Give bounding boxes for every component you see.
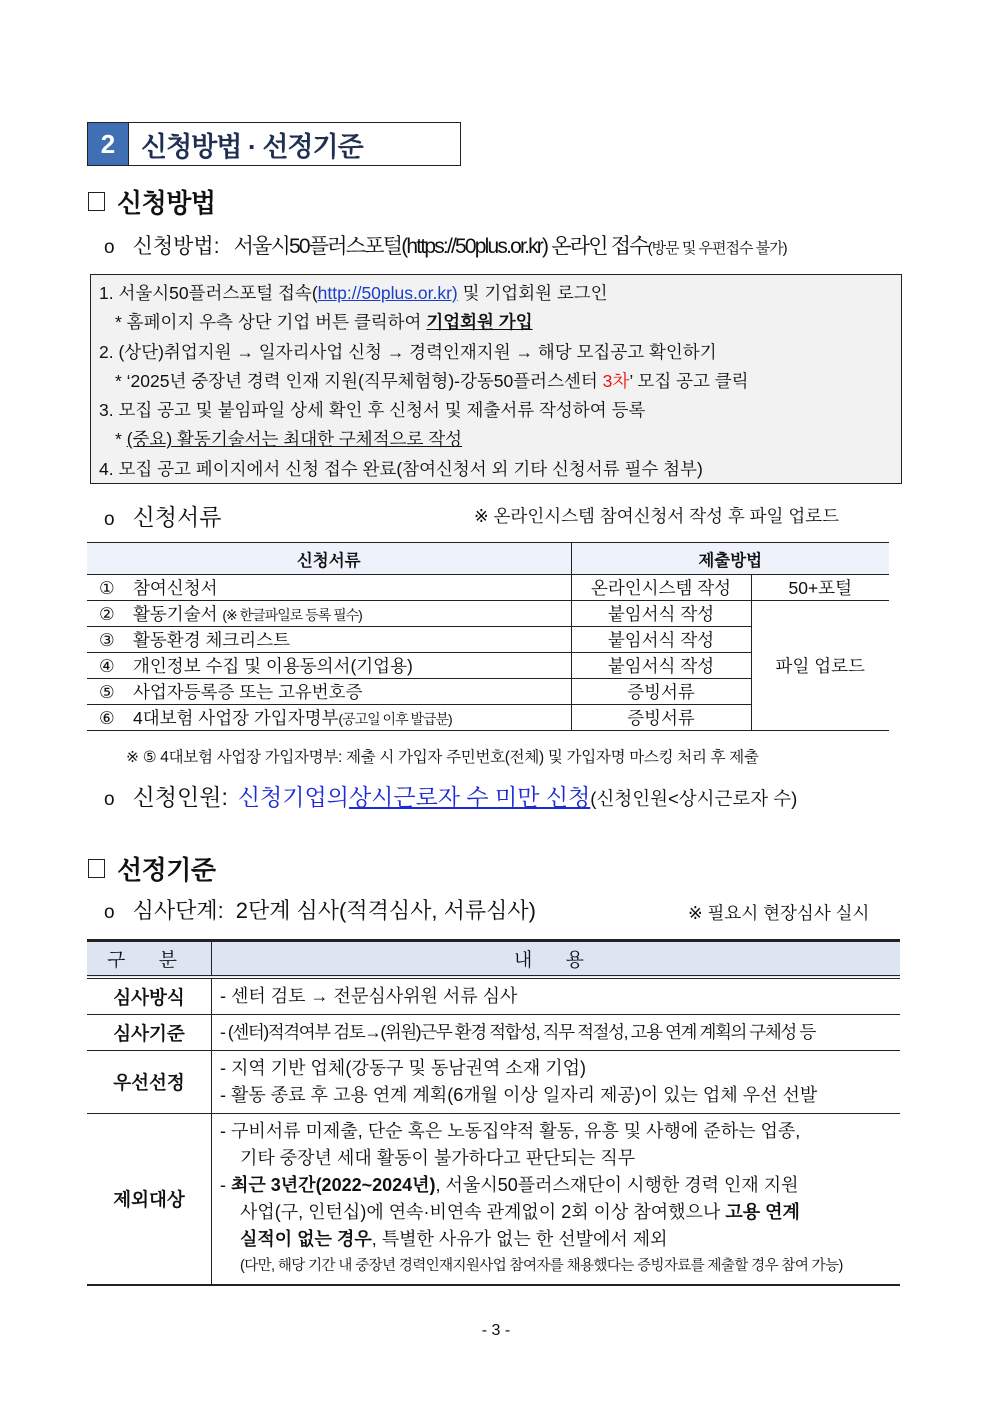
criteria-value [220,1199,892,1226]
criteria-key: 심사방식 [87,977,212,1015]
submission-method: 붙임서식 작성 [571,601,751,627]
step-2: 2. (상단)취업지원 → 일자리사업 신청 → 경력인재지원 → 해당 모집공고 확인하기 [99,341,717,362]
apply-method-label: 신청방법: [132,235,220,258]
text: , 특별한 사유가 없는 한 선발에서 제외 [371,1229,668,1249]
submission-method: 붙임서식 작성 [571,627,751,653]
emphasis: 고용 연계 [725,1202,800,1222]
bullet-circle-icon: o [104,789,115,810]
section-number-badge: 2 [88,123,129,165]
apply-method-line [104,230,787,260]
table-row [87,1051,900,1114]
criteria-value: 기타 중장년 세대 활동이 불가하다고 판단되는 직무 [240,1148,636,1168]
portal-link[interactable]: http://50plus.or.kr) [317,283,458,303]
text: 사업(구, 인턴십)에 연속·비연속 관계없이 2회 이상 참여했으나 [240,1202,726,1222]
criteria-value [220,1226,892,1253]
headcount-note: (신청인원<상시근로자 수) [590,788,798,809]
criteria-table-header [87,941,900,978]
table-row [87,1015,900,1051]
step-3-sub [99,425,893,454]
review-stage-line [104,894,536,925]
section-title-text: 신청방법 · 선정기준 [141,131,363,162]
document-name-note: (공고일 이후 발급분) [338,711,452,727]
bullet-circle-icon: o [104,509,115,530]
documents-note: ※ 온라인시스템 참여신청서 작성 후 파일 업로드 [474,506,840,526]
page-number: - 3 - [481,1322,511,1339]
apply-method-value: 서울시50플러스포털(https://50plus.or.kr) 온라인 접수 [233,235,648,258]
bullet-circle-icon: o [104,237,115,258]
submission-channel: 50+포털 [751,575,889,601]
step-1-text: 1. 서울시50플러스포털 접속( [99,283,318,303]
headcount-line [104,779,797,812]
submission-method: 증빙서류 [571,705,751,731]
emphasis: 최근 3년간(2022~2024년) [231,1175,436,1195]
bullet-circle-icon: o [104,902,115,923]
headcount-label: 신청인원: [132,784,228,810]
documents-table [87,542,889,731]
selection-heading-text: 선정기준 [117,855,216,885]
documents-label: 신청서류 [132,504,222,530]
step-4: 4. 모집 공고 페이지에서 신청 접수 완료(참여신청서 외 기타 신청서류 필수 첨부) [99,458,703,479]
headcount-value-emphasis: 상시근로자 수 미만 신청 [348,784,591,810]
document-name: 활동기술서 [133,604,223,624]
application-steps-box [90,274,902,484]
criteria-value: - 활동 종료 후 고용 연계 계획(6개월 이상 일자리 제공)이 있는 업체 우선 선발 [220,1085,818,1105]
section-title [87,122,461,166]
corporate-signup-emphasis: 기업회원 가입 [426,312,533,333]
document-name: 4대보험 사업장 가입자명부 [133,708,339,728]
apply-heading-text: 신청방법 [117,188,216,218]
criteria-value: - 센터 검토 → 전문심사위원 서류 심사 [220,986,518,1006]
checkbox-square-icon [88,859,105,878]
header-category: 구 분 [87,941,212,978]
document-name: 활동환경 체크리스트 [133,630,291,650]
text: , 서울시50플러스재단이 시행한 경력 인재 지원 [435,1175,799,1195]
step-3-sub-important: (중요) 활동기술서는 최대한 구체적으로 작성 [126,429,463,450]
criteria-value: - 구비서류 미제출, 단순 혹은 노동집약적 활동, 유흥 및 사행에 준하는 업종, [220,1121,801,1141]
documents-table-header [87,543,889,575]
step-1 [99,279,893,308]
criteria-key: 심사기준 [87,1015,212,1051]
criteria-note: (다만, 해당 기간 내 중장년 경력인재지원사업 참여자를 채용했다는 증빙자료를 제출할 경우 참여 가능) [240,1258,843,1274]
criteria-key: 우선선정 [87,1051,212,1114]
document-name-note: (※ 한글파일로 등록 필수) [222,607,362,623]
documents-heading [104,499,221,532]
step-2-sub-text-after: ’ 모집 공고 클릭 [629,370,749,391]
submission-method: 온라인시스템 작성 [571,575,751,601]
table-row [87,601,889,627]
step-1-sub [99,308,893,337]
apply-method-note: (방문 및 우편접수 불가) [647,240,787,257]
row-number: ③ [99,630,115,650]
step-2-sub-text: * ‘2025년 중장년 경력 인재 지원(직무체험형)-강동50플러스센터 [115,370,603,391]
submission-method: 붙임서식 작성 [571,653,751,679]
step-3-sub-star: * [115,429,127,450]
document-name: 참여신청서 [133,578,218,598]
emphasis: 실적이 없는 경우 [240,1229,372,1249]
header-submission-method: 제출방법 [571,543,889,575]
step-3: 3. 모집 공고 및 붙임파일 상세 확인 후 신청서 및 제출서류 작성하여 등록 [99,400,646,421]
row-number: ⑤ [99,682,115,702]
round-number-highlight: 3차 [602,370,630,391]
header-documents: 신청서류 [87,543,571,575]
selection-heading [88,850,215,887]
step-1-sub-text: * 홈페이지 우측 상단 기업 버튼 클릭하여 [115,312,427,333]
submission-channel: 파일 업로드 [751,601,889,731]
step-1-text-after: 및 기업회원 로그인 [457,283,608,303]
table-row [87,1114,900,1286]
criteria-value: - 지역 기반 업체(강동구 및 동남권역 소재 기업) [220,1058,586,1078]
document-name: 개인정보 수집 및 이용동의서(기업용) [133,656,413,676]
submission-method: 증빙서류 [571,679,751,705]
row-number: ④ [99,656,115,676]
documents-footnote: ※ ⑤ 4대보험 사업장 가입자명부: 제출 시 가입자 주민번호(전체) 및 가입자명 마스킹 처리 후 제출 [126,749,759,766]
dash: - [220,1175,231,1195]
criteria-key: 제외대상 [87,1114,212,1286]
selection-criteria-table [87,939,900,1286]
review-stage-label: 심사단계: [132,898,224,923]
row-number: ② [99,604,115,624]
criteria-value: - (센터)적격여부 검토→(위원)근무 환경 적합성, 직무 적절성, 고용 연계 계획의 구체성 등 [220,1022,815,1042]
checkbox-square-icon [88,192,105,211]
headcount-value: 신청기업의 [237,784,349,810]
header-content: 내 용 [212,941,901,978]
review-stage-value: 2단계 심사(적격심사, 서류심사) [235,898,536,923]
apply-heading [88,183,215,220]
step-2-sub [99,367,893,396]
row-number: ① [99,578,115,598]
table-row [87,977,900,1015]
criteria-value [220,1172,892,1199]
table-row [87,575,889,601]
review-stage-note: ※ 필요시 현장심사 실시 [688,903,870,923]
document-name: 사업자등록증 또는 고유번호증 [133,682,363,702]
row-number: ⑥ [99,708,115,728]
